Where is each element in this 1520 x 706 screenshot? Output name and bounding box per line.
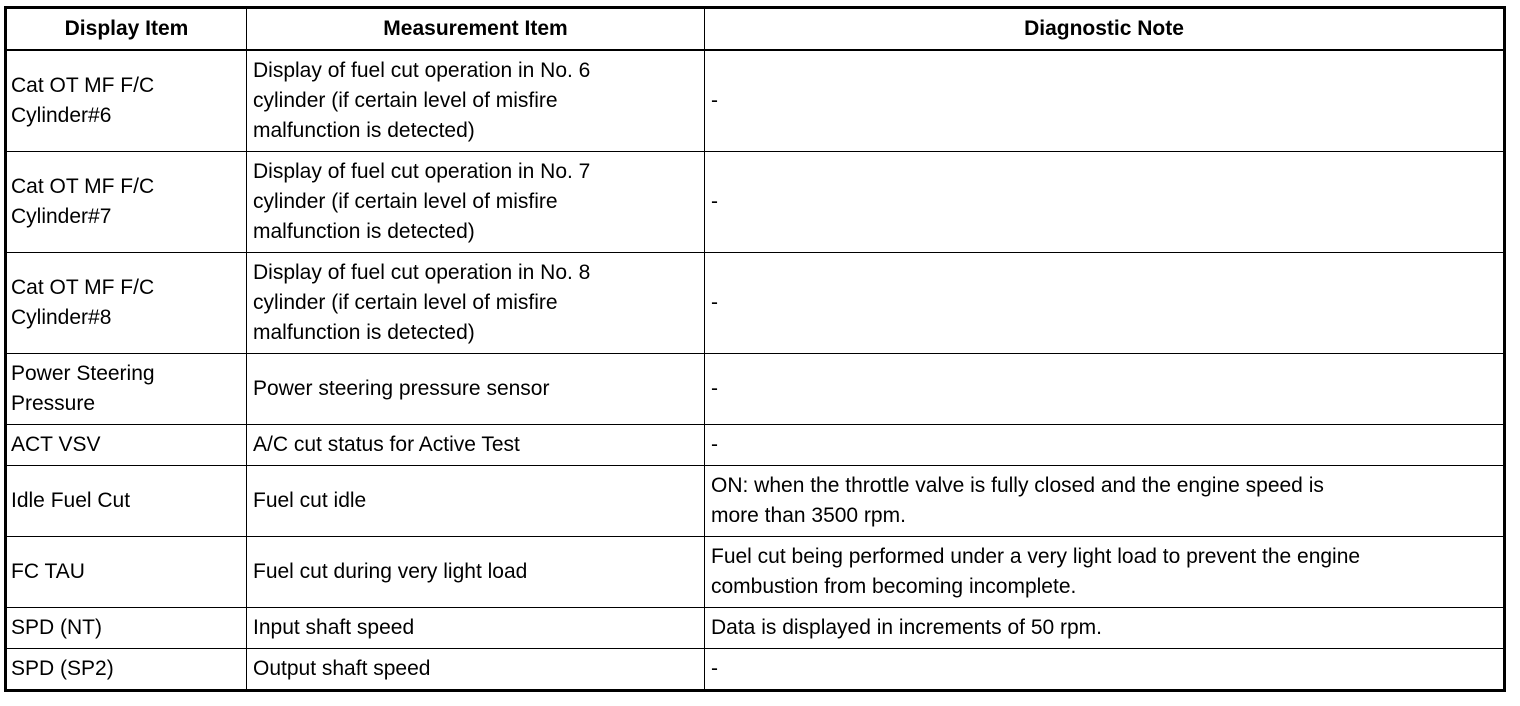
header-diagnostic-note: Diagnostic Note bbox=[705, 9, 1504, 51]
cell-line: SPD (NT) bbox=[11, 616, 102, 639]
display-item-cell bbox=[7, 466, 247, 537]
table-row bbox=[7, 152, 1504, 253]
display-item-cell bbox=[7, 50, 247, 152]
diagnostic-note-cell bbox=[705, 537, 1504, 608]
display-item-cell bbox=[7, 425, 247, 466]
table-row bbox=[7, 425, 1504, 466]
cell-line: Cat OT MF F/C bbox=[11, 175, 155, 198]
table-row bbox=[7, 537, 1504, 608]
cell-line: Display of fuel cut operation in No. 6 bbox=[253, 59, 591, 82]
measurement-item-cell bbox=[247, 649, 705, 690]
cell-line: Cylinder#8 bbox=[11, 306, 112, 329]
cell-line: Idle Fuel Cut bbox=[11, 489, 131, 512]
diagnostic-note-cell bbox=[705, 50, 1504, 152]
table-row bbox=[7, 50, 1504, 152]
table-row bbox=[7, 649, 1504, 690]
measurement-item-cell bbox=[247, 152, 705, 253]
header-measurement-item: Measurement Item bbox=[247, 9, 705, 51]
diagnostic-note-cell bbox=[705, 649, 1504, 690]
cell-line: more than 3500 rpm. bbox=[711, 504, 906, 527]
display-item-cell bbox=[7, 537, 247, 608]
cell-line: Cat OT MF F/C bbox=[11, 276, 155, 299]
cell-line: ACT VSV bbox=[11, 433, 101, 456]
table-row bbox=[7, 354, 1504, 425]
table-row bbox=[7, 253, 1504, 354]
cell-line: A/C cut status for Active Test bbox=[253, 433, 520, 456]
cell-line: Fuel cut idle bbox=[253, 489, 367, 512]
cell-line: Output shaft speed bbox=[253, 657, 431, 680]
diagnostic-note-cell bbox=[705, 466, 1504, 537]
cell-line: malfunction is detected) bbox=[253, 220, 475, 243]
diagnostic-note-cell bbox=[705, 253, 1504, 354]
cell-line: Power steering pressure sensor bbox=[253, 377, 550, 400]
measurement-item-cell bbox=[247, 253, 705, 354]
cell-line: Display of fuel cut operation in No. 8 bbox=[253, 261, 591, 284]
cell-line: Fuel cut during very light load bbox=[253, 560, 528, 583]
display-item-cell bbox=[7, 253, 247, 354]
measurement-item-cell bbox=[247, 466, 705, 537]
diagnostic-table bbox=[6, 8, 1504, 690]
cell-line: - bbox=[711, 377, 718, 400]
table-row bbox=[7, 608, 1504, 649]
cell-line: cylinder (if certain level of misfire bbox=[253, 291, 558, 314]
cell-line: - bbox=[711, 657, 718, 680]
header-display-item: Display Item bbox=[7, 9, 247, 51]
table-row bbox=[7, 466, 1504, 537]
cell-line: malfunction is detected) bbox=[253, 321, 475, 344]
cell-line: cylinder (if certain level of misfire bbox=[253, 89, 558, 112]
display-item-cell bbox=[7, 152, 247, 253]
cell-line: combustion from becoming incomplete. bbox=[711, 575, 1077, 598]
diagnostic-table-container bbox=[4, 6, 1506, 692]
diagnostic-note-cell bbox=[705, 608, 1504, 649]
cell-line: Display of fuel cut operation in No. 7 bbox=[253, 160, 591, 183]
diagnostic-note-cell bbox=[705, 354, 1504, 425]
cell-line: malfunction is detected) bbox=[253, 119, 475, 142]
cell-line: Cylinder#6 bbox=[11, 104, 112, 127]
measurement-item-cell bbox=[247, 608, 705, 649]
cell-line: - bbox=[711, 433, 718, 456]
diagnostic-note-cell bbox=[705, 425, 1504, 466]
cell-line: Power Steering bbox=[11, 362, 155, 385]
measurement-item-cell bbox=[247, 50, 705, 152]
table-header-row bbox=[7, 9, 1504, 51]
measurement-item-cell bbox=[247, 354, 705, 425]
cell-line: cylinder (if certain level of misfire bbox=[253, 190, 558, 213]
measurement-item-cell bbox=[247, 425, 705, 466]
cell-line: SPD (SP2) bbox=[11, 657, 114, 680]
cell-line: - bbox=[711, 190, 718, 213]
display-item-cell bbox=[7, 354, 247, 425]
cell-line: - bbox=[711, 291, 718, 314]
cell-line: ON: when the throttle valve is fully closed and the engine speed is bbox=[711, 474, 1324, 497]
cell-line: Pressure bbox=[11, 392, 96, 415]
display-item-cell bbox=[7, 608, 247, 649]
cell-line: Fuel cut being performed under a very light load to prevent the engine bbox=[711, 545, 1361, 568]
cell-line: Input shaft speed bbox=[253, 616, 415, 639]
diagnostic-note-cell bbox=[705, 152, 1504, 253]
cell-line: Data is displayed in increments of 50 rpm. bbox=[711, 616, 1103, 639]
cell-line: - bbox=[711, 89, 718, 112]
display-item-cell bbox=[7, 649, 247, 690]
cell-line: Cat OT MF F/C bbox=[11, 74, 155, 97]
measurement-item-cell bbox=[247, 537, 705, 608]
cell-line: FC TAU bbox=[11, 560, 85, 583]
cell-line: Cylinder#7 bbox=[11, 205, 112, 228]
